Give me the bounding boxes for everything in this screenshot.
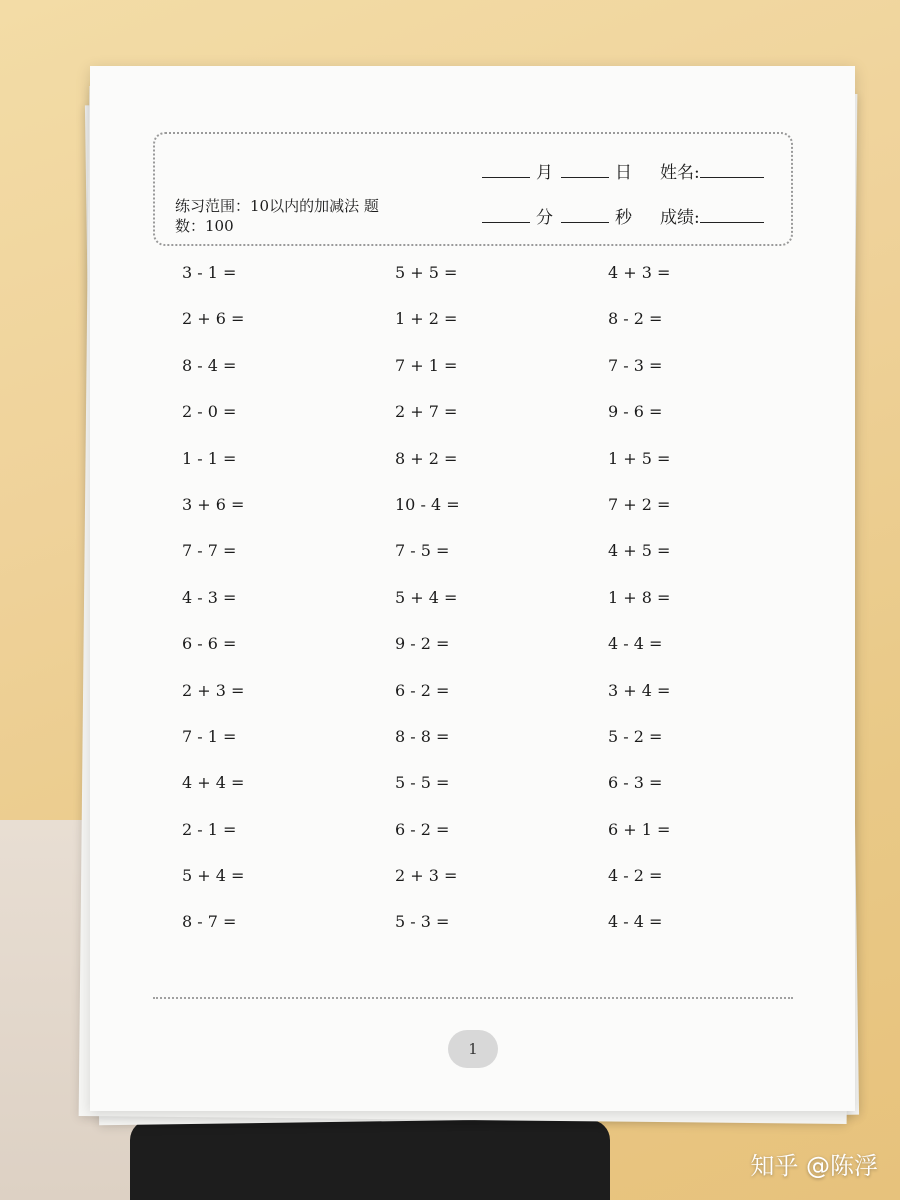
math-problem: 6 - 2 = bbox=[395, 819, 450, 839]
math-problem: 7 + 1 = bbox=[395, 355, 458, 375]
math-problem: 8 - 7 = bbox=[182, 912, 237, 932]
math-problem: 1 + 8 = bbox=[608, 587, 671, 607]
date-name-row bbox=[482, 158, 764, 183]
math-problem: 7 - 3 = bbox=[608, 355, 663, 375]
math-problem: 4 - 3 = bbox=[182, 587, 237, 607]
math-problem: 6 - 3 = bbox=[608, 773, 663, 793]
math-problem: 4 + 5 = bbox=[608, 541, 671, 561]
shoes-background bbox=[130, 1120, 610, 1200]
math-problem: 2 + 7 = bbox=[395, 402, 458, 422]
math-problem: 7 - 5 = bbox=[395, 541, 450, 561]
page-number-badge: 1 bbox=[448, 1030, 498, 1068]
math-problem: 5 + 5 = bbox=[395, 263, 458, 282]
math-problem: 3 - 1 = bbox=[182, 263, 237, 282]
math-problem: 4 - 4 = bbox=[608, 912, 663, 932]
math-problem: 4 - 4 = bbox=[608, 634, 663, 654]
math-problem: 2 - 1 = bbox=[182, 819, 237, 839]
math-problem: 7 + 2 = bbox=[608, 494, 671, 514]
score-label: 成绩: bbox=[660, 208, 700, 228]
math-problem: 3 + 6 = bbox=[182, 494, 245, 514]
math-problem: 8 - 2 = bbox=[608, 309, 663, 329]
minute-blank[interactable] bbox=[482, 208, 530, 223]
name-label: 姓名: bbox=[660, 163, 700, 183]
math-problem: 5 - 2 = bbox=[608, 726, 663, 746]
month-blank[interactable] bbox=[482, 163, 530, 178]
math-problem: 10 - 4 = bbox=[395, 494, 460, 514]
math-problem: 2 + 6 = bbox=[182, 309, 245, 329]
math-problem: 5 - 3 = bbox=[395, 912, 450, 932]
math-problem: 7 - 1 = bbox=[182, 726, 237, 746]
math-problem: 5 - 5 = bbox=[395, 773, 450, 793]
problem-grid bbox=[182, 256, 782, 952]
name-blank[interactable] bbox=[700, 163, 764, 178]
math-problem: 1 + 5 = bbox=[608, 448, 671, 468]
worksheet-header bbox=[153, 132, 793, 246]
math-problem: 9 - 6 = bbox=[608, 402, 663, 422]
second-blank[interactable] bbox=[561, 208, 609, 223]
math-problem: 4 - 2 = bbox=[608, 866, 663, 886]
math-problem: 9 - 2 = bbox=[395, 634, 450, 654]
math-problem: 8 + 2 = bbox=[395, 448, 458, 468]
minute-label: 分 bbox=[536, 208, 553, 228]
day-label: 日 bbox=[615, 163, 632, 183]
time-score-row bbox=[482, 203, 764, 228]
score-blank[interactable] bbox=[700, 208, 764, 223]
math-problem: 8 - 8 = bbox=[395, 726, 450, 746]
math-problem: 6 - 2 = bbox=[395, 680, 450, 700]
math-problem: 7 - 7 = bbox=[182, 541, 237, 561]
math-problem: 6 - 6 = bbox=[182, 634, 237, 654]
math-problem: 2 + 3 = bbox=[395, 866, 458, 886]
footer-divider bbox=[153, 997, 793, 999]
math-problem: 8 - 4 = bbox=[182, 355, 237, 375]
math-problem: 6 + 1 = bbox=[608, 819, 671, 839]
math-problem: 5 + 4 = bbox=[395, 587, 458, 607]
second-label: 秒 bbox=[615, 208, 632, 228]
math-problem: 1 + 2 = bbox=[395, 309, 458, 329]
math-problem: 1 - 1 = bbox=[182, 448, 237, 468]
math-problem: 5 + 4 = bbox=[182, 866, 245, 886]
watermark: 知乎 @陈浮 bbox=[750, 1152, 878, 1180]
day-blank[interactable] bbox=[561, 163, 609, 178]
month-label: 月 bbox=[536, 163, 553, 183]
math-problem: 4 + 4 = bbox=[182, 773, 245, 793]
worksheet-page bbox=[90, 66, 855, 1111]
math-problem: 4 + 3 = bbox=[608, 263, 671, 282]
math-problem: 3 + 4 = bbox=[608, 680, 671, 700]
math-problem: 2 + 3 = bbox=[182, 680, 245, 700]
math-problem: 2 - 0 = bbox=[182, 402, 237, 422]
practice-range-text: 练习范围：10以内的加减法 题数：100 bbox=[175, 197, 379, 235]
